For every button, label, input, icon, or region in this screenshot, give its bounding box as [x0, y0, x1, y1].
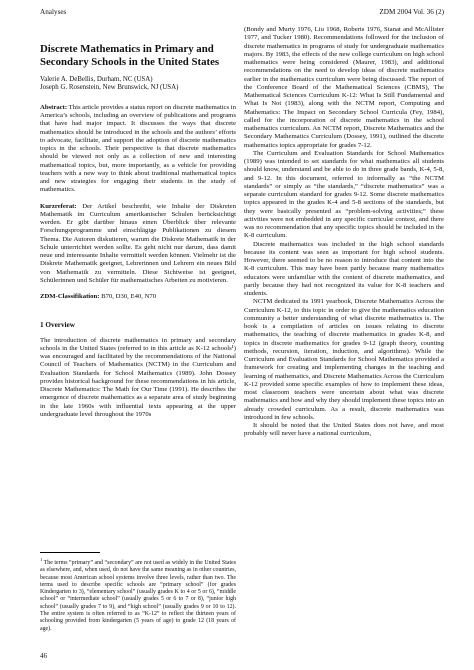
right-paragraph-3: Discrete mathematics was included in the high school standards because its content was seen as important for high school students. However, there seemed to be no reason to introduce that content into the K-8 curriculum. This may have been partly because many mathematics educators were unfamiliar with the content of discrete mathematics, and partly because they had not recognized its value for K-8 teachers and students. — [244, 240, 444, 297]
kurzreferat-label: Kurzreferat: — [40, 202, 77, 210]
left-column — [40, 26, 236, 425]
abstract-label: Abstract: — [40, 103, 68, 111]
running-header-right: ZDM 2004 Vol. 36 (2) — [379, 8, 444, 16]
kurzreferat — [40, 203, 236, 286]
page-number: 46 — [40, 652, 47, 660]
footnote — [40, 552, 236, 633]
article-title — [40, 43, 236, 68]
right-column — [244, 26, 444, 439]
footnote-text: The terms “primary” and “secondary” are not used as widely in the United States as elsewhere, and, when used, do not have the same meaning as in other countries, because most American school systems involve three levels, rather than two. The terms used to describe specific schools are “primary school” (for grades Kindergarten to 3), “elementary school” (usually grades K to 4 or 5 or 6), “middle school” or “intermediate school” (usually grades 5 or 6 to 7 or 8), “junior high school” (usually grades 7 to 9), and “high school” (usually grades 9 or 10 to 12). The entire system is often referred to as “K-12” to reflect the thirteen years of schooling provided from kindergarten (5 years of age) to grade 12 (18 years of age). — [40, 559, 236, 632]
kurzreferat-text: Der Artikel beschreibt, wie Inhalte der Diskreten Mathematik im Curriculum amerikanischer Schulen berücksichtigt werden. Er gibt darüber hinaus einen Überblick über relevante Forschungsprogramme und einschlägige Publikationen zu diesem Thema. Die Autoren diskutieren, warum die Diskrete Mathematik in der Schule unterrichtet werden sollte. Es geht nicht nur darum, dass damit neue und interessante Inhalte vermittelt werden können. Vielmehr ist die Diskrete Mathematik geeignet, Lehrerinnen und Lehrern ein neues Bild von Mathematik zu vermitteln. Diese Sichtweise ist geeignet, Schülerinnen und Schüler für mathematisches Arbeiten zu motivieren. — [40, 202, 236, 284]
running-header-left: Analyses — [40, 8, 67, 16]
author-list — [40, 76, 236, 93]
footnote-number: 1 — [40, 557, 43, 562]
zdm-codes: B70, D30, E40, N70 — [99, 293, 157, 301]
author-1: Valerie A. DeBellis, Durham, NC (USA) — [40, 76, 153, 83]
abstract-text: This article provides a status report on discrete mathematics in America’s schools, including an overview of publications and programs that have had major impact. It discusses the ways that discrete mathematics should be introduced in the schools and the authors’ efforts to advocate, facilitate, and support the adoption of discrete mathematics topics in the schools. Their perspective is that discrete mathematics should be viewed not only as a collection of new and interesting mathematical topics, but, more importantly, as a vehicle for providing teachers with a new way to think about traditional mathematical topics and new strategies for engaging their students in the study of mathematics. — [40, 103, 236, 194]
zdm-classification — [40, 293, 236, 301]
article-title-line-1: Discrete Mathematics in Primary and — [40, 43, 214, 55]
right-paragraph-5: It should be noted that the United States does not have, and most probably will never have a national curriculum, — [244, 422, 444, 438]
footnote-rule — [40, 552, 100, 553]
overview-body — [40, 337, 236, 420]
article-title-line-2: Secondary Schools in the United States — [40, 55, 220, 68]
right-paragraph-1: (Bondy and Murty 1976, Liu 1968, Roberts 1976, Stanat and McAllister 1977, and Tucker 1980). Recommendations followed for the inclusion of discrete mathematics in programs of study for undergraduate mathematics majors. By 1983, the effects of the new college curriculum on high school mathematics were being considered (Maurer, 1983), and additional recommendations on the need to develop ideas of discrete mathematics earlier in the mathematics curriculum were being discussed. The report of the Conference Board of the Mathematical Sciences (CBMS), The Mathematical Sciences Curriculum K-12: What Is Still Fundamental and What Is Not (1983), along with the NCTM report, Computing and Mathematics: The Impact on Secondary School Curricula (Fey, 1984), called for the incorporation of discrete mathematics in the school mathematics curriculum. An NCTM report, Discrete Mathematics and the Secondary Mathematics Curriculum (Dossey, 1991), outlined the discrete mathematics topics appropriate for grades 7-12. — [244, 26, 444, 149]
section-heading-overview: 1 Overview — [40, 321, 75, 330]
author-2: Joseph G. Rosenstein, New Brunswick, NJ (USA) — [40, 84, 179, 92]
zdm-label: ZDM-Classifikation: — [40, 293, 100, 301]
overview-paragraph-1: The introduction of discrete mathematics in primary and secondary schools in the United States (referred to in this article as K-12 schools¹) was encouraged and facilitated by the recommendations of the National Council of Teachers of Mathematics (NCTM) in the Curriculum and Evaluation Standards for School Mathematics (1989). John Dossey provides historical background for these recommendations in his article, Discrete Mathematics: The Math for Our Time (1991). He describes the emergence of discrete mathematics as a separate area of study beginning in the late 1960s with influential texts appearing at the upper undergraduate level throughout the 1970s — [40, 336, 236, 418]
right-paragraph-2: The Curriculum and Evaluation Standards for School Mathematics (1989) was intended to set standards for what mathematics all students should know, understand and be able to do in three grade bands, K-4, 5-8, and 9-12. In this document, referred to informally as “the NCTM standards” or simply as “the standards,” “discrete mathematics” was a separate curriculum standard for grades 9-12. Some discrete mathematics topics appeared in the grades K-4 and 5-8 sections of the standards, but they were basically presented as “problem-solving activities;” these activities were not embedded in any specific curricular context, and there was no recommendation that any specific topics should be included in the K-8 curriculum. — [244, 149, 444, 240]
right-paragraph-4: NCTM dedicated its 1991 yearbook, Discrete Mathematics Across the Curriculum K-12, to this topic in order to give the mathematics education community a better understanding of what discrete mathematics is. The book is a compilation of articles on issues relating to discrete mathematics, the teaching of discrete mathematics in grades K-8, and topics in discrete mathematics for grades 9-12 (graph theory, counting methods, recursion, iteration, induction, and algorithms). While the Curriculum and Evaluation Standards for School Mathematics provided a framework for creating and implementing changes in the teaching and learning of mathematics, and Discrete Mathematics Across the Curriculum K-12 provided some specific examples of how to implement these ideas, most classroom teachers were uncertain about what was discrete mathematics and how and why they should implement these topics into an already crowded curriculum. As a result, discrete mathematics was introduced in few schools. — [244, 298, 445, 421]
abstract — [40, 104, 236, 195]
